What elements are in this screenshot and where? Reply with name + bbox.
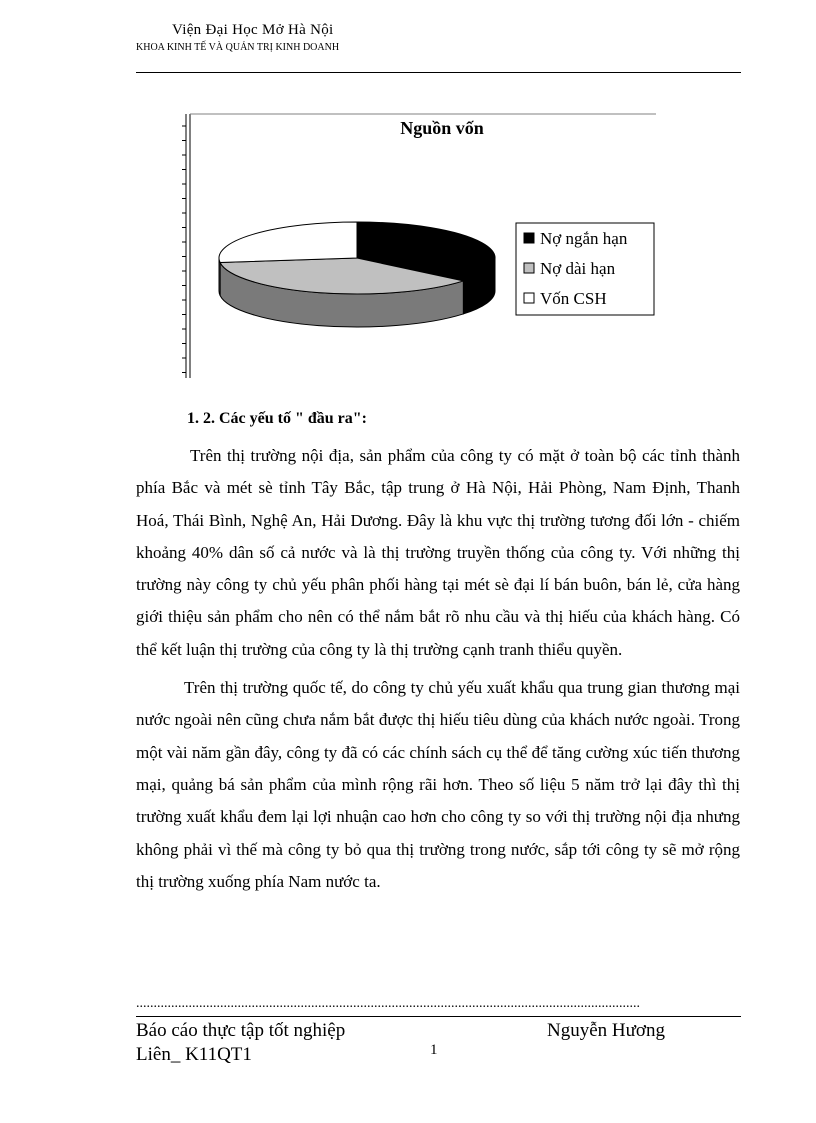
page-number: 1 [430, 1042, 438, 1058]
chart-title: Nguồn vốn [400, 118, 484, 138]
header-divider [136, 72, 741, 73]
legend-label: Nợ dài hạn [540, 259, 616, 278]
legend-swatch [524, 263, 534, 273]
footer-class: Liên_ K11QT1 [136, 1044, 252, 1065]
footer-dotted-line: ................................................................................................................................................ [136, 996, 640, 1011]
legend-label: Vốn CSH [540, 289, 607, 308]
footer-divider [136, 1016, 741, 1017]
paragraph-international-market: Trên thị trường quốc tế, do công ty chủ yếu xuất khẩu qua trung gian thương mại nước ngoài nên cũng chưa nắm bắt được thị hiếu tiêu dùng của khách nước ngoài. Trong một vài năm gần đây, công ty đã có các chính sách cụ thể để tăng cường xúc tiến thương mại, quảng bá sản phẩm của mình rộng rãi hơn. Theo số liệu 5 năm trở lại đây thì thị trường xuất khẩu đem lại lợi nhuận cao hơn cho công ty so với thị trường nội địa nhưng không phải vì thế mà công ty bỏ qua thị trường trong nước, sắp tới công ty sẽ mở rộng thị trường xuống phía Nam nước ta. [136, 678, 740, 891]
paragraph-domestic-market: Trên thị trường nội địa, sản phẩm của công ty có mặt ở toàn bộ các tỉnh thành phía Bắc và mét sè tỉnh Tây Bắc, tập trung ở Hà Nội, Hải Phòng, Nam Định, Thanh Hoá, Thái Bình, Nghệ An, Hải Dương. Đây là khu vực thị trường tương đối lớn - chiếm khoảng 40% dân số cả nước và là thị trường truyền thống của công ty. Với những thị trường này công ty chủ yếu phân phối hàng tại mét sè đại lí bán buôn, bán lẻ, cửa hàng giới thiệu sản phẩm cho nên có thể nắm bắt rõ nhu cầu và thị hiếu của khách hàng. Có thể kết luận thị trường của công ty là thị trường cạnh tranh thiểu quyền. [136, 446, 740, 659]
legend-swatch [524, 293, 534, 303]
pie-side-vốn-csh [219, 258, 220, 296]
legend-label: Nợ ngắn hạn [540, 229, 628, 248]
institute-name: Viện Đại Học Mở Hà Nội [172, 22, 334, 38]
pie-slice-vốn-csh [219, 222, 357, 263]
section-title: 1. 2. Các yếu tố " đầu ra": [187, 410, 367, 427]
faculty-name: KHOA KINH TẾ VÀ QUẢN TRỊ KINH DOANH [136, 42, 340, 53]
chart-legend [516, 223, 654, 315]
legend-swatch [524, 233, 534, 243]
body-text [136, 440, 740, 898]
funding-source-pie-chart [180, 112, 660, 382]
footer-report-title: Báo cáo thực tập tốt nghiệp [136, 1020, 346, 1041]
footer-author: Nguyễn Hương [547, 1020, 665, 1041]
